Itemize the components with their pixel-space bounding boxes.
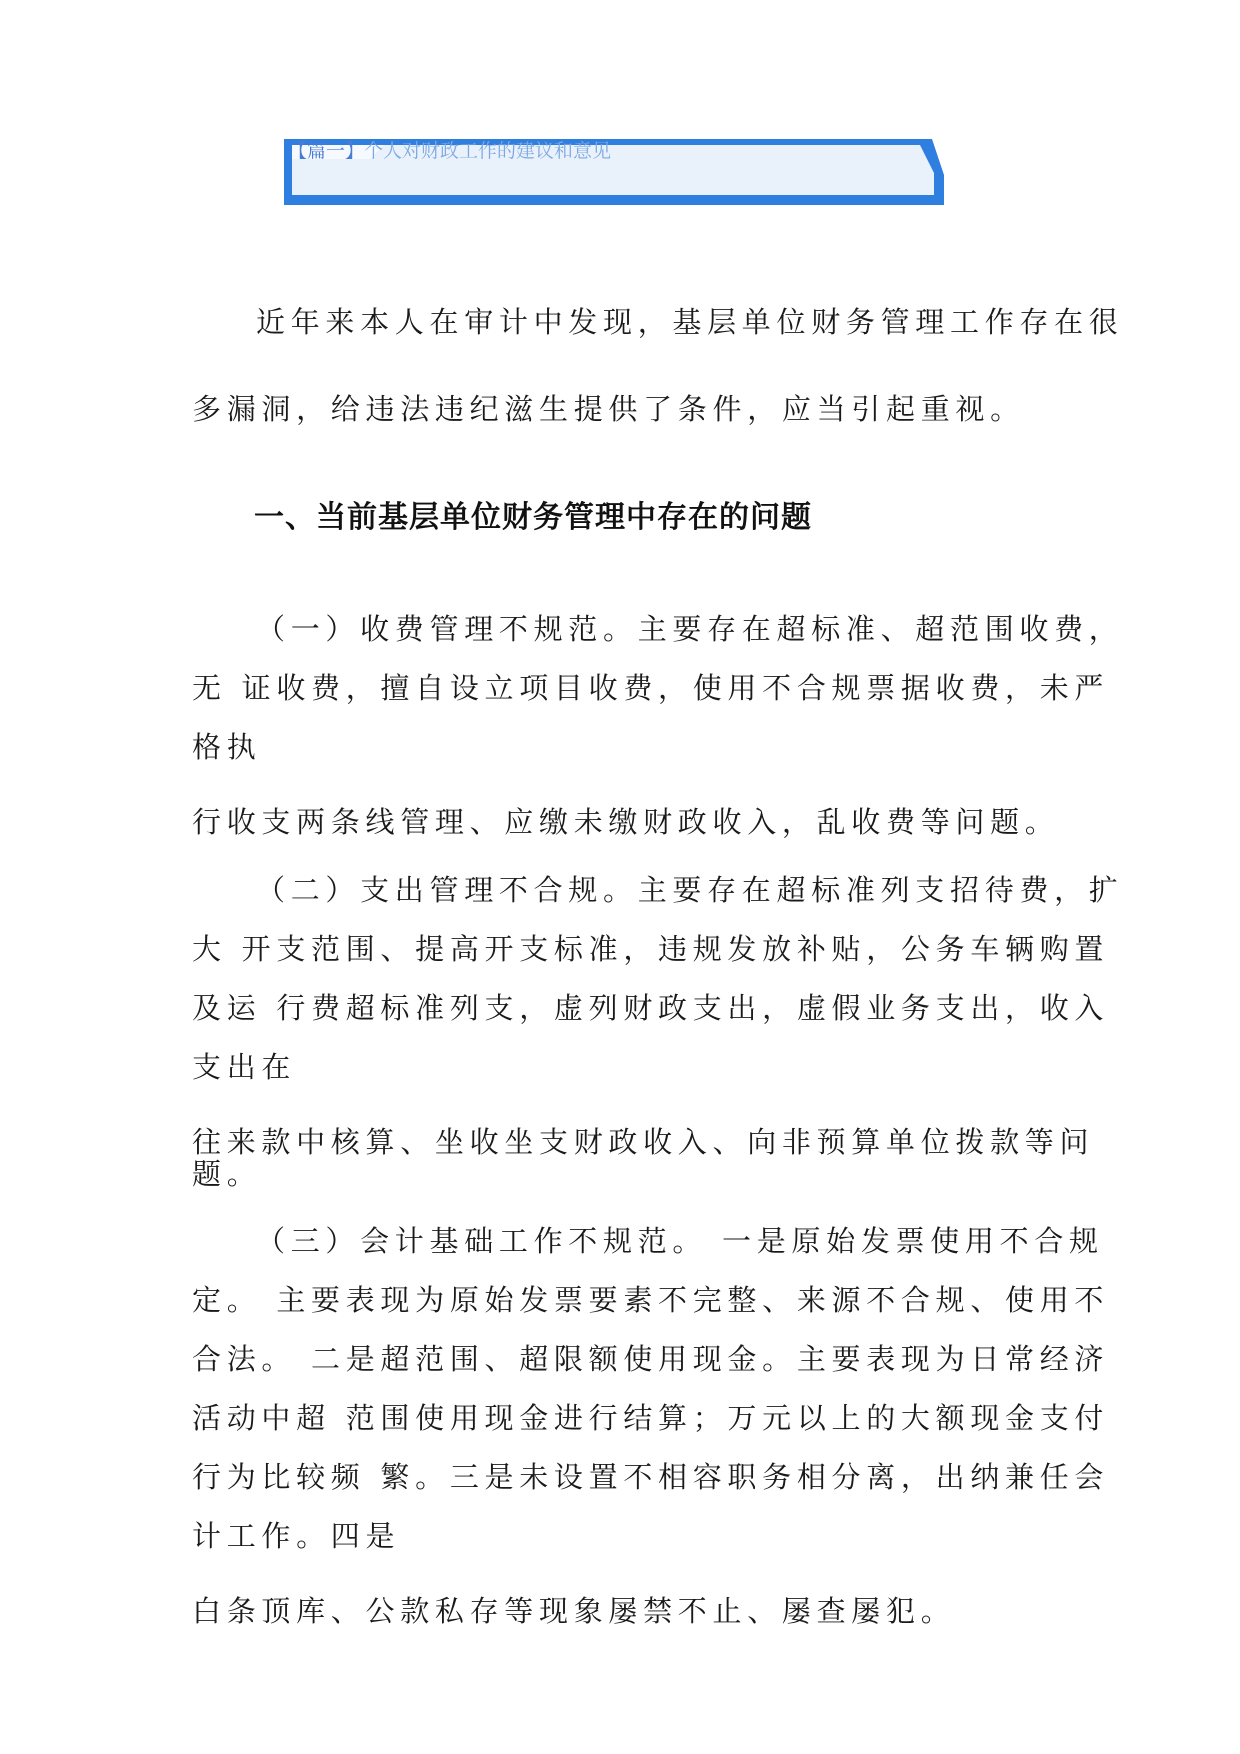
item2-line-5: 往来款中核算、坐收坐支财政收入、向非预算单位拨款等问 <box>192 1125 1095 1159</box>
intro-line-2: 多漏洞，给违法违纪滋生提供了条件，应当引起重视。 <box>192 392 1025 426</box>
banner-title-text: 个人对财政工作的建议和意见 <box>364 140 612 162</box>
item1-line-3: 格执 <box>192 730 262 764</box>
item3-line-7: 白条顶库、公款私存等现象屡禁不止、屡查屡犯。 <box>192 1594 956 1628</box>
banner-tag: 篇一 <box>307 140 346 162</box>
item3-line-6: 计工作。四是 <box>192 1519 401 1553</box>
item2-line-6: 题。 <box>192 1157 262 1191</box>
item3-line-4: 活动中超 范围使用现金进行结算；万元以上的大额现金支付 <box>192 1401 1110 1435</box>
intro-line-1: 近年来本人在审计中发现，基层单位财务管理工作存在很 <box>256 305 1124 339</box>
item3-line-3: 合法。 二是超范围、超限额使用现金。主要表现为日常经济 <box>192 1342 1110 1376</box>
banner-bracket-close: 】 <box>345 140 365 162</box>
item2-line-3: 及运 行费超标准列支，虚列财政支出，虚假业务支出，收入 <box>192 991 1110 1025</box>
item3-line-1: （三）会计基础工作不规范。 一是原始发票使用不合规 <box>256 1224 1104 1258</box>
section-heading: 一、当前基层单位财务管理中存在的问题 <box>254 500 812 535</box>
item3-line-2: 定。 主要表现为原始发票要素不完整、来源不合规、使用不 <box>192 1283 1110 1317</box>
item1-line-4: 行收支两条线管理、应缴未缴财政收入，乱收费等问题。 <box>192 805 1060 839</box>
item2-line-4: 支出在 <box>192 1050 297 1084</box>
banner-title <box>288 136 611 163</box>
banner-bracket-open: 【 <box>288 140 308 162</box>
item1-line-1: （一）收费管理不规范。主要存在超标准、超范围收费， <box>256 612 1124 646</box>
item3-line-5: 行为比较频 繁。三是未设置不相容职务相分离，出纳兼任会 <box>192 1460 1110 1494</box>
item2-line-1: （二）支出管理不合规。主要存在超标准列支招待费，扩 <box>256 873 1124 907</box>
item2-line-2: 大 开支范围、提高开支标准，违规发放补贴，公务车辆购置 <box>192 932 1110 966</box>
item1-line-2: 无 证收费，擅自设立项目收费，使用不合规票据收费，未严 <box>192 671 1110 705</box>
title-banner <box>284 135 944 205</box>
